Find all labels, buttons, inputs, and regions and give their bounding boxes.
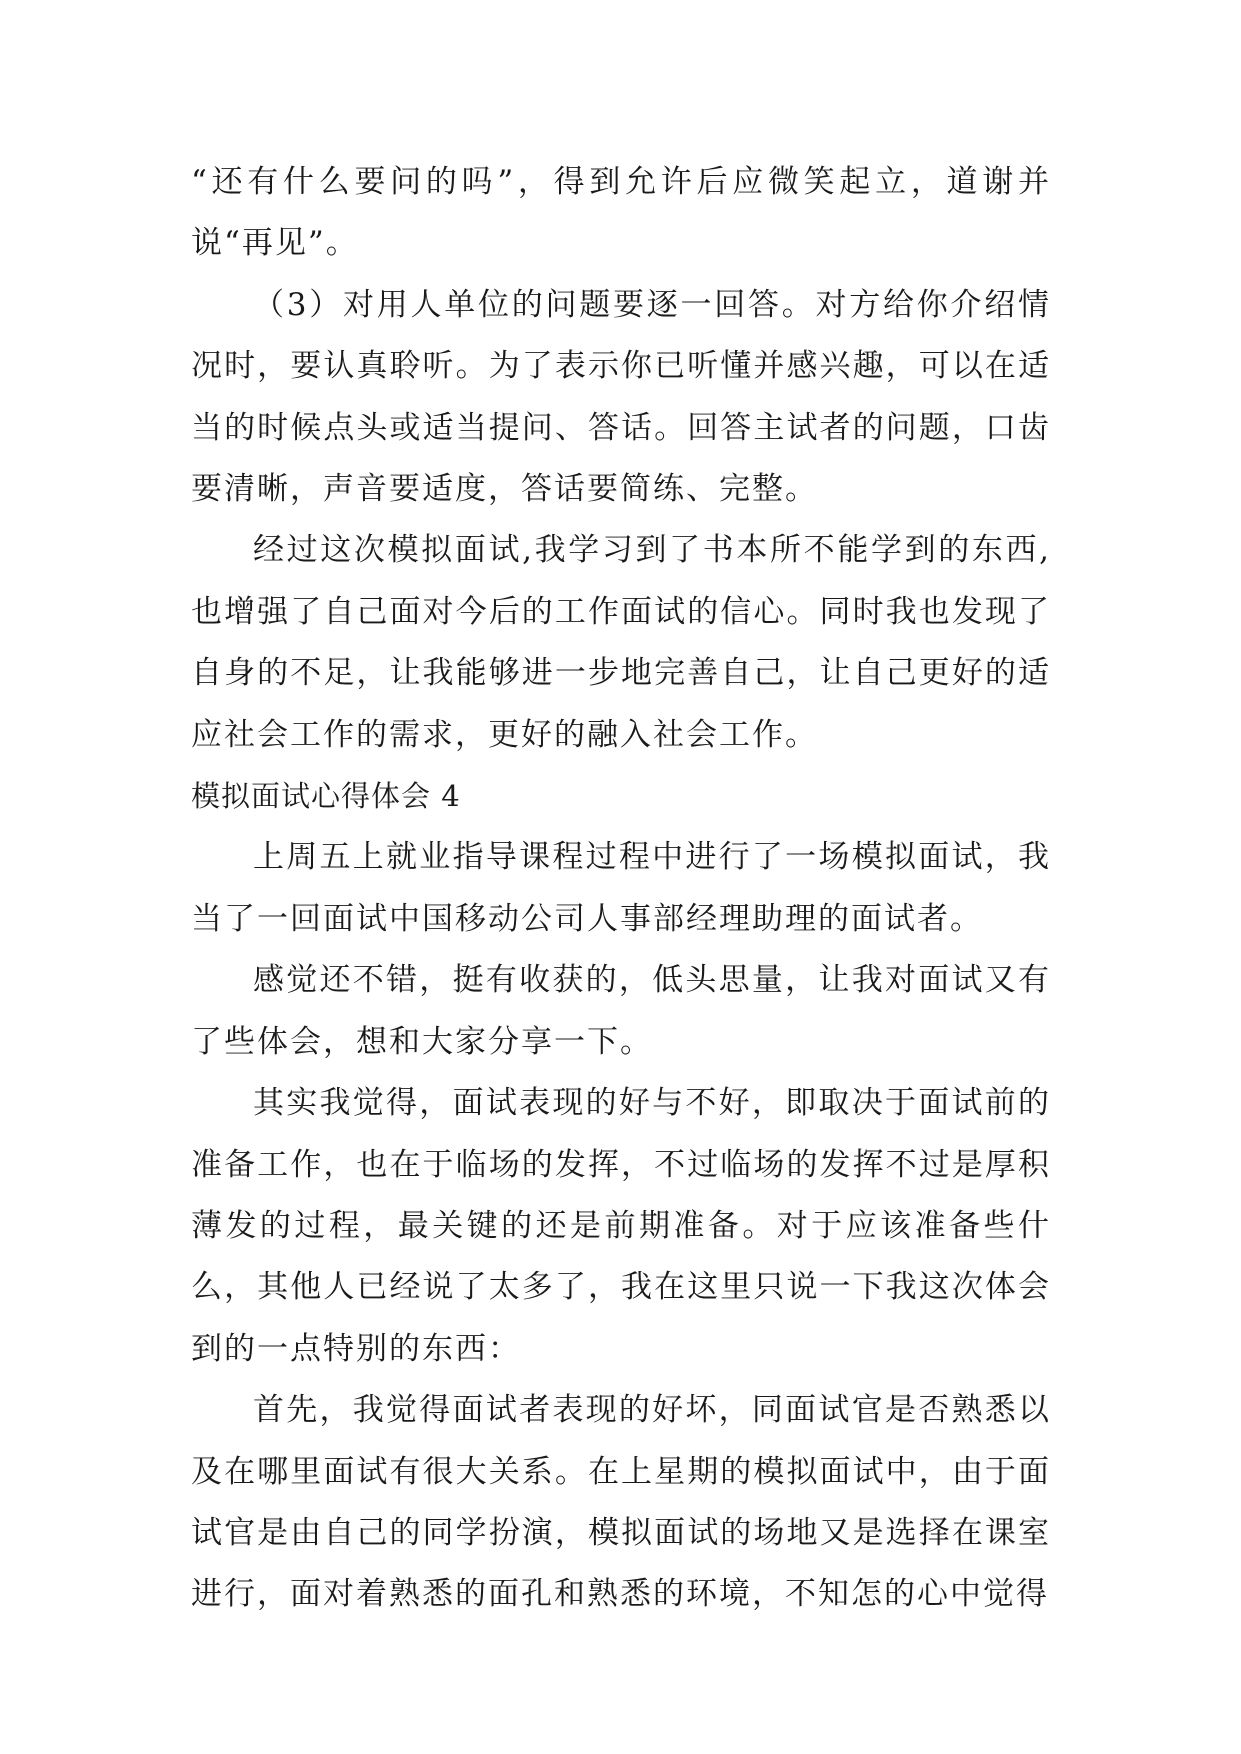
section-heading: 模拟面试心得体会 4 <box>191 779 461 814</box>
paragraph-intro: 上周五上就业指导课程过程中进行了一场模拟面试，我当了一回面试中国移动公司人事部经理助理的面试者。 <box>191 839 1051 937</box>
paragraph-first-point: 首先，我觉得面试者表现的好坏，同面试官是否熟悉以及在哪里面试有很大关系。在上星期的模拟面试中，由于面试官是由自己的同学扮演，模拟面试的场地又是选择在课室进行，面对着熟悉的面孔和熟悉的环境，不知怎的心中觉得 <box>191 1392 1051 1613</box>
paragraph-conclusion: 经过这次模拟面试,我学习到了书本所不能学到的东西,也增强了自己面对今后的工作面试的信心。同时我也发现了自身的不足，让我能够进一步地完善自己，让自己更好的适应社会工作的需求，更好的融入社会工作。 <box>191 532 1051 753</box>
paragraph-answer-questions: （3）对用人单位的问题要逐一回答。对方给你介绍情况时，要认真聆听。为了表示你已听懂并感兴趣，可以在适当的时候点头或适当提问、答话。回答主试者的问题，口齿要清晰，声音要适度，答话要简练、完整。 <box>191 286 1051 508</box>
paragraph-closing-courtesy: “还有什么要问的吗”，得到允许后应微笑起立，道谢并说“再见”。 <box>191 164 1051 262</box>
paragraph-preparation: 其实我觉得，面试表现的好与不好，即取决于面试前的准备工作，也在于临场的发挥，不过临场的发挥不过是厚积薄发的过程，最关键的还是前期准备。对于应该准备些什么，其他人已经说了太多了，我在这里只说一下我这次体会到的一点特别的东西： <box>191 1085 1051 1367</box>
paragraph-feeling: 感觉还不错，挺有收获的，低头思量，让我对面试又有了些体会，想和大家分享一下。 <box>191 962 1051 1060</box>
document-body <box>191 152 1051 1626</box>
